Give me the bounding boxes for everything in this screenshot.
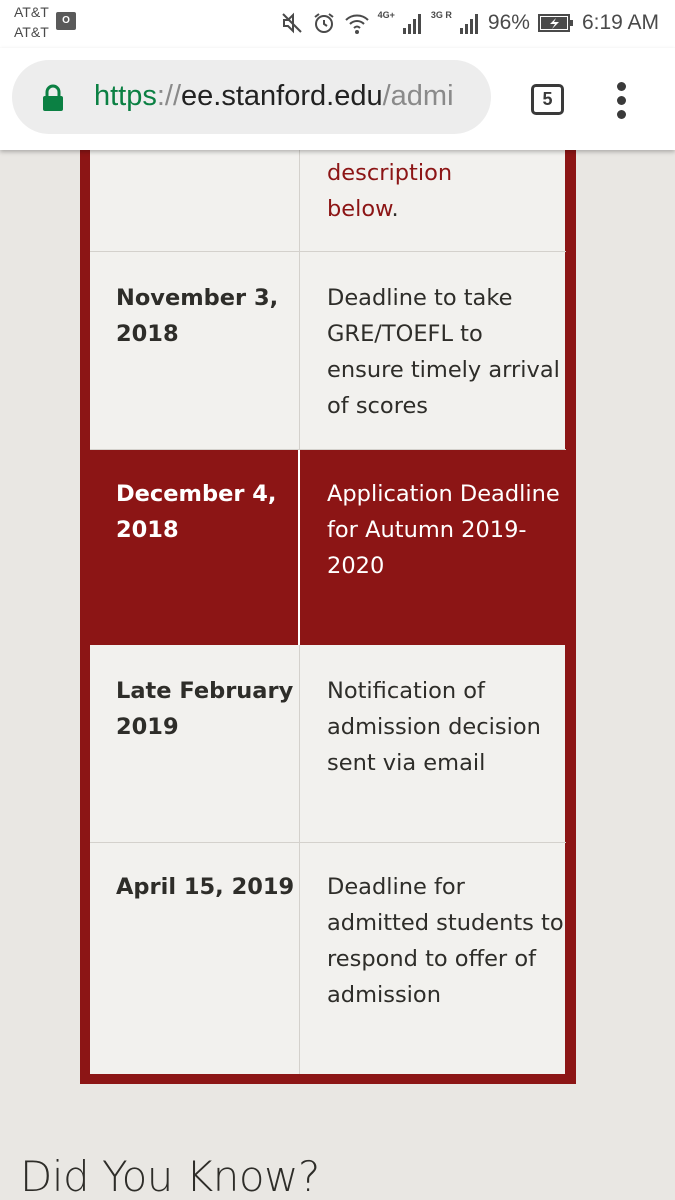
alarm-icon [312,11,336,35]
carrier-label: AT&T [14,24,49,40]
description-cell: Application Deadline for Autumn 2019-2020 [300,450,565,645]
table-row [90,252,566,450]
description-cell: Deadline to take GRE/TOEFL to ensure timely arrival of scores [300,252,565,449]
battery-percent: 96% [487,11,530,34]
description-link[interactable]: description [327,160,453,186]
description-cell: Notification of admission decision sent via email [300,645,565,842]
deadlines-table [80,100,576,1084]
url-text[interactable] [94,80,484,113]
date-cell: Late February 2019 [90,645,300,842]
address-bar[interactable] [12,60,491,134]
network-3g-label: 3G R [430,10,452,20]
table-row [90,843,566,1074]
url-path: /admi [382,80,454,112]
table-row-highlighted [90,450,566,645]
description-tail: . [391,196,399,222]
overflow-menu-button[interactable] [612,80,632,120]
clock-time: 6:19 AM [581,11,659,34]
url-separator: :// [156,80,182,112]
browser-toolbar [0,48,675,150]
battery-charging-icon [538,13,574,33]
signal-icon [403,12,423,34]
outlook-icon: O [56,12,76,30]
date-cell: April 15, 2019 [90,843,300,1074]
mute-icon [280,11,304,35]
description-link[interactable]: below [327,196,392,222]
status-bar [0,0,675,48]
dot-icon [617,96,626,105]
carrier-label: AT&T [14,4,49,20]
section-heading: Did You Know? [20,1152,320,1200]
table-row [90,645,566,843]
url-host: ee.stanford.edu [181,80,383,112]
status-icons [280,8,659,38]
tab-switcher-button[interactable]: 5 [531,84,564,115]
dot-icon [617,82,626,91]
wifi-icon [344,11,370,35]
network-4g-label: 4G+ [377,10,395,20]
lock-icon [42,84,64,112]
date-cell: December 4, 2018 [90,450,300,645]
description-cell: Deadline for admitted students to respond to offer of admission [300,843,565,1074]
signal-icon [460,12,480,34]
url-scheme: https [94,80,157,112]
date-cell: November 3, 2018 [90,252,300,449]
dot-icon [617,110,626,119]
